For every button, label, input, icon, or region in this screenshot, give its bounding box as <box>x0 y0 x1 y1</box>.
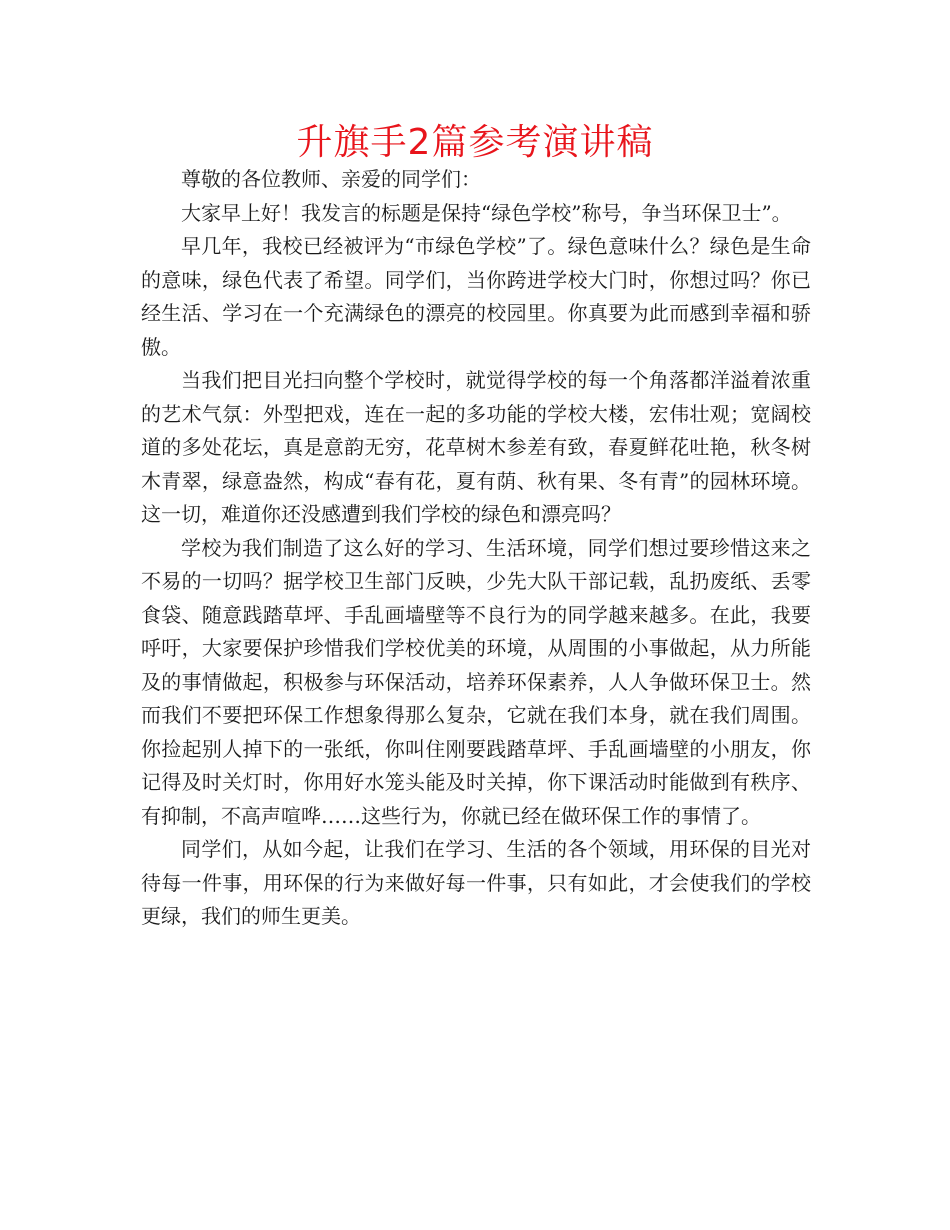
paragraph-greeting: 大家早上好！我发言的标题是保持“绿色学校”称号，争当环保卫士”。 <box>181 200 792 225</box>
paragraph-campus-scenery: 当我们把目光扫向整个学校时，就觉得学校的每一个角落都洋溢着浓重的艺术气氛：外型把戏，连在一起的多功能的学校大楼，宏伟壮观；宽阔校道的多处花坛，真是意韵无穷，花草树木参差有致，春夏鲜花吐艳，秋冬树木青翠，绿意盎然，构成“春有花，夏有荫、秋有果、冬有青”的园林环境。这一切，难道你还没感遭到我们学校的绿色和漂亮吗？ <box>141 368 811 526</box>
paragraph-conclusion: 同学们，从如今起，让我们在学习、生活的各个领域，用环保的目光对待每一件事，用环保的行为来做好每一件事，只有如此，才会使我们的学校更绿，我们的师生更美。 <box>141 837 811 928</box>
document-body <box>141 163 811 934</box>
document-title: 升旗手2篇参考演讲稿 <box>296 122 654 163</box>
paragraph-salutation: 尊敬的各位教师、亲爱的同学们： <box>181 167 481 191</box>
paragraph-green-school: 早几年，我校已经被评为“市绿色学校”了。绿色意味什么？绿色是生命的意味，绿色代表了希望。同学们，当你跨进学校大门时，你想过吗？你已经生活、学习在一个充满绿色的漂亮的校园里。你真要为此而感到幸福和骄傲。 <box>141 234 811 359</box>
paragraph-environment-appeal: 学校为我们制造了这么好的学习、生活环境，同学们想过要珍惜这来之不易的一切吗？据学校卫生部门反映，少先大队干部记载，乱扔废纸、丢零食袋、随意践踏草坪、手乱画墙壁等不良行为的同学越来越多。在此，我要呼吁，大家要保护珍惜我们学校优美的环境，从周围的小事做起，从力所能及的事情做起，积极参与环保活动，培养环保素养，人人争做环保卫士。然而我们不要把环保工作想象得那么复杂，它就在我们本身，就在我们周围。你捡起别人掉下的一张纸，你叫住刚要践踏草坪、手乱画墙壁的小朋友，你记得及时关灯时，你用好水笼头能及时关掉，你下课活动时能做到有秩序、有抑制，不高声喧哗……这些行为，你就已经在做环保工作的事情了。 <box>141 535 811 828</box>
